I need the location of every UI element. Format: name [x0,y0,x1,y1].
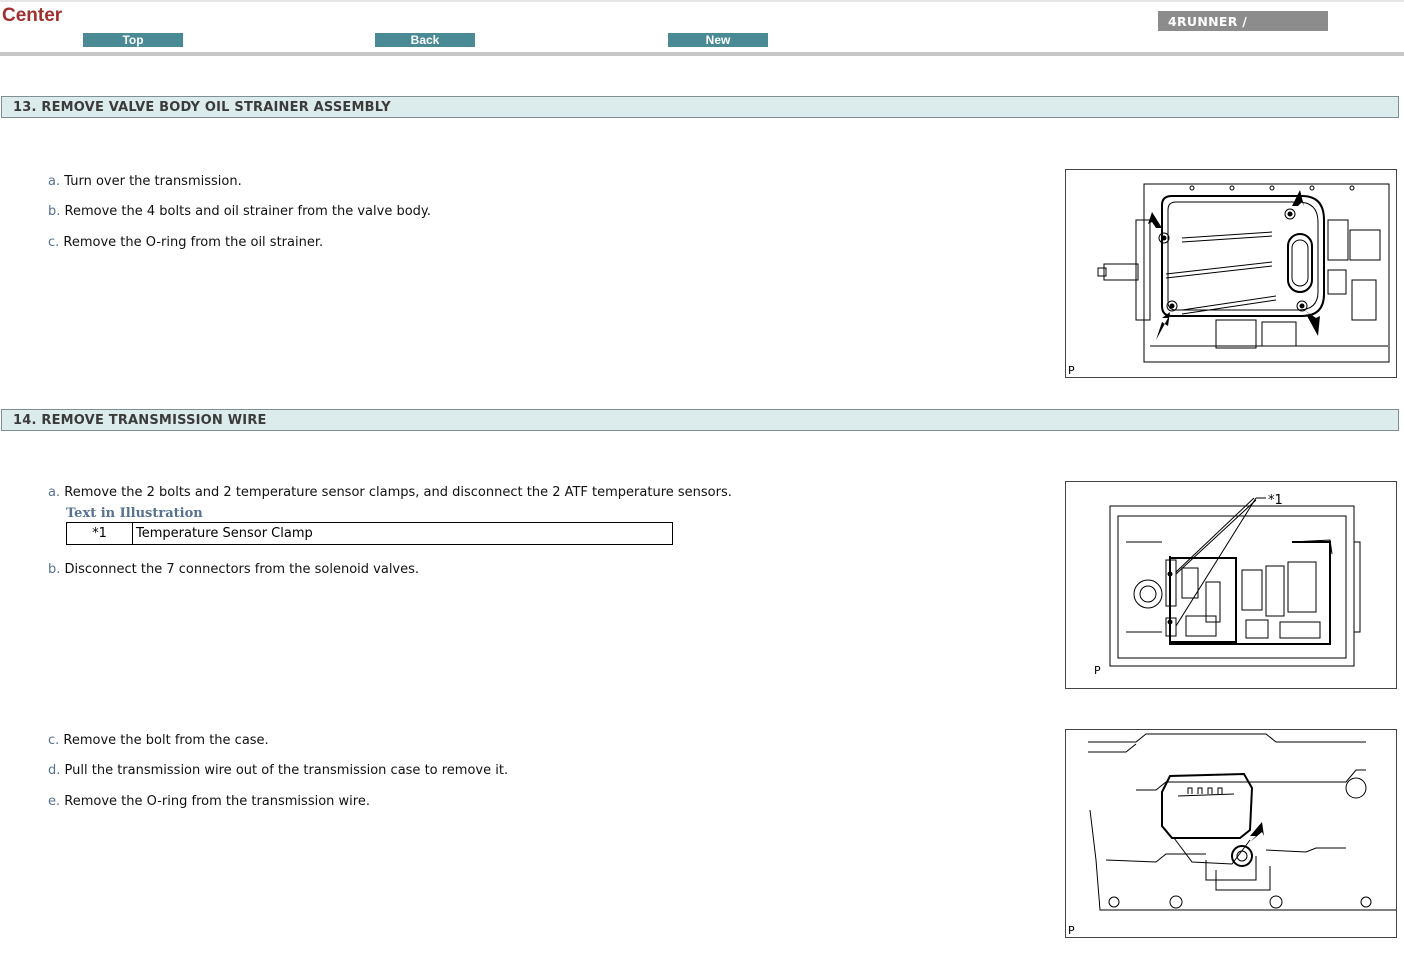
step-text: Remove the O-ring from the transmission wire. [64,794,370,809]
step-text: Turn over the transmission. [64,174,242,189]
step-item [48,174,242,189]
table-key-cell: *1 [67,523,133,544]
top-button[interactable]: Top [83,33,183,47]
step-label: c. [48,733,60,748]
table-value-cell: Temperature Sensor Clamp [136,526,313,541]
illustration-corner-label: P [1094,664,1101,677]
step-text: Remove the 4 bolts and oil strainer from the valve body. [64,204,431,219]
step-item [48,562,419,577]
section-header-13 [1,96,1399,118]
step-text: Remove the O-ring from the oil strainer. [63,235,324,250]
step-label: b. [48,562,61,577]
step-item [48,485,732,500]
step-item [48,204,431,219]
text-in-illustration-table [66,522,673,545]
step-text: Disconnect the 7 connectors from the solenoid valves. [64,562,420,577]
step-item [48,733,269,748]
illustration-corner-label: P [1068,364,1075,377]
illustration-corner-label: P [1068,924,1075,937]
model-badge: 4RUNNER / [1158,11,1328,31]
step-text: Pull the transmission wire out of the transmission case to remove it. [64,763,509,778]
step-label: b. [48,204,61,219]
section-header-14 [1,409,1399,431]
header-separator [0,52,1404,56]
callout-label: *1 [1268,493,1283,508]
step-label: c. [48,235,60,250]
transmission-wire-connector-illustration [1065,729,1397,938]
back-button[interactable]: Back [375,33,475,47]
step-label: e. [48,794,61,809]
step-item [48,763,508,778]
step-label: a. [48,174,61,189]
step-item [48,235,323,250]
app-title: Center [2,5,63,26]
section-title: 13. REMOVE VALVE BODY OIL STRAINER ASSEMBLY [13,100,391,115]
step-label: d. [48,763,61,778]
top-border [0,0,1404,2]
step-label: a. [48,485,61,500]
step-text: Remove the bolt from the case. [63,733,269,748]
new-button[interactable]: New [668,33,768,47]
step-item [48,794,370,809]
transmission-wire-solenoid-illustration [1065,481,1397,689]
step-text: Remove the 2 bolts and 2 temperature sensor clamps, and disconnect the 2 ATF temperature sensors. [64,485,732,500]
valve-body-oil-strainer-illustration [1065,169,1397,378]
text-in-illustration-heading: Text in Illustration [66,506,203,521]
section-title: 14. REMOVE TRANSMISSION WIRE [13,413,267,428]
